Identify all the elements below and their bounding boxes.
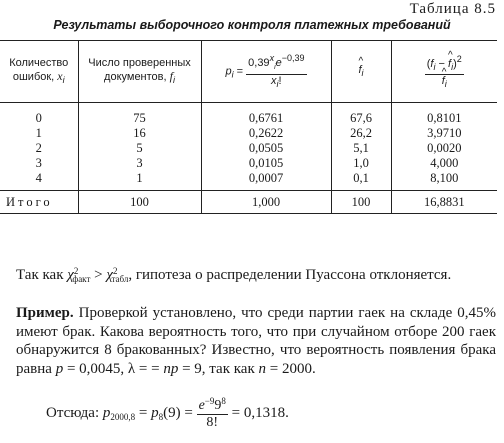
header-documents: Число проверенных документов, $f_i$ bbox=[78, 41, 201, 103]
example-label: Пример. bbox=[16, 305, 74, 321]
table-number: Таблица 8.5 bbox=[409, 1, 496, 17]
table-row: 0 75 0,6761 67,6 0,8101 bbox=[0, 103, 497, 127]
header-errors: Количество ошибок, $x_i$ bbox=[0, 41, 78, 103]
total-label: Итого bbox=[0, 191, 78, 214]
header-row bbox=[0, 41, 497, 103]
example-paragraph: Пример. Проверкой установлено, что среди партии гаек на складе 0,45% имеют брак. Какова вероятность того, что при случайном отборе 200 гаек обнаружится 8 бракованных? Известно, что вероятность появления брака равна p = 0,0045, λ = = np = 9, так как n = 2000. bbox=[16, 305, 496, 377]
conclusion-paragraph: Так как $\chi^2_{факт} > \chi^2_{табл}$, гипотеза о распределении Пуассона отклоняется. bbox=[16, 266, 452, 284]
table-caption: Результаты выборочного контроля платежных требований bbox=[53, 18, 451, 32]
total-row: Итого 100 1,000 100 16,8831 bbox=[0, 191, 497, 214]
result-formula: Отсюда: $p_{2000,8} = p_8(9)$ = $\frac{e^{-9}9^8}{8!}$ = 0,1318. bbox=[46, 396, 289, 430]
table-row: 4 1 0,0007 0,1 8,100 bbox=[0, 171, 497, 191]
table-row: 2 5 0,0505 5,1 0,0020 bbox=[0, 141, 497, 156]
header-expected-frequency: ^ $f_i$ bbox=[331, 41, 391, 103]
results-table bbox=[0, 40, 497, 214]
table-row: 3 3 0,0105 1,0 4,000 bbox=[0, 156, 497, 171]
table-row: 1 16 0,2622 26,2 3,9710 bbox=[0, 126, 497, 141]
header-probability-formula: $p_i$ = $\frac{0,39^x_ie^{-0,39}}{x_i!}$ bbox=[201, 41, 331, 103]
header-chi-term: ($f_i$ − ^ $f_i)^2$ ^ $f_i$ bbox=[391, 41, 497, 103]
